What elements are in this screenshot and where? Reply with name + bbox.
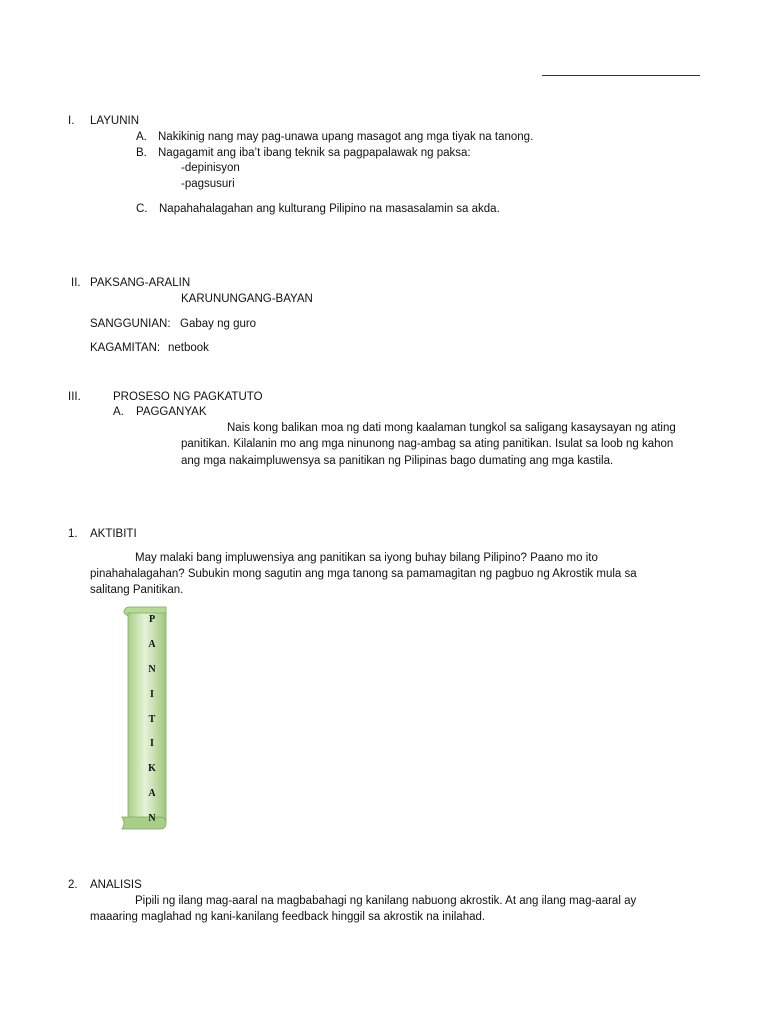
section-1-numeral: I. [68,115,75,127]
motivation-title: PAGGANYAK [136,406,207,418]
analysis-line-2: maaaring maglahad ng kani-kanilang feedback hinggil sa akrostik na inilahad. [90,911,486,923]
acrostic-letters [128,614,176,824]
section-3-title: PROSESO NG PAGKATUTO [113,391,263,403]
acrostic-letter: T [148,713,156,725]
objective-c-letter: C. [136,203,148,215]
acrostic-letter: K [148,763,156,775]
acrostic-letter: A [148,638,156,650]
section-2-title: PAKSANG-ARALIN [90,277,191,289]
objective-a-text: Nakikinig nang may pag-unawa upang masagot ang mga tiyak na tanong. [158,131,534,143]
activity-line-1: May malaki bang impluwensiya ang panitikan sa iyong buhay bilang Pilipino? Paano mo ito [135,552,598,564]
section-3-numeral: III. [68,391,81,403]
section-2-numeral: II. [71,277,81,289]
signature-line [542,75,700,76]
acrostic-letter: I [150,738,154,750]
lesson-topic: KARUNUNGANG-BAYAN [181,293,313,305]
objective-b-letter: B. [136,147,147,159]
section-1-title: LAYUNIN [90,115,139,127]
acrostic-letter: I [150,688,154,700]
analysis-title: ANALISIS [90,879,142,891]
activity-number: 1. [68,528,78,540]
activity-line-2: pinahahalagahan? Subukin mong sagutin ang mga tanong sa pamamagitan ng pagbuo ng Akrostik mula sa [90,568,637,580]
objective-b-text: Nagagamit ang iba’t ibang teknik sa pagpapalawak ng paksa: [158,147,471,159]
analysis-number: 2. [68,879,78,891]
acrostic-letter: A [148,788,156,800]
objective-b-subitem-definition: -depinisyon [181,162,240,174]
reference-value: Gabay ng guro [180,318,257,330]
motivation-line-1: Nais kong balikan moa ng dati mong kaalaman tungkol sa saligang kasaysayan ng ating [227,422,676,434]
acrostic-letter: N [148,663,156,675]
materials-value: netbook [168,342,209,354]
materials-label: KAGAMITAN: [90,342,161,354]
motivation-letter: A. [113,406,124,418]
reference-label: SANGGUNIAN: [90,318,171,330]
acrostic-letter: N [148,813,156,824]
objective-b-subitem-analysis: -pagsusuri [181,178,235,190]
acrostic-letter: P [148,614,156,625]
objective-a-letter: A. [136,131,147,143]
objective-c-text: Napahahalagahan ang kulturang Pilipino na masasalamin sa akda. [159,203,500,215]
analysis-line-1: Pipili ng ilang mag-aaral na magbabahagi ng kanilang nabuong akrostik. At ang ilang mag-aaral ay [135,895,637,907]
motivation-line-3: ang mga nakaimpluwensya sa panitikan ng Pilipinas bago dumating ang mga kastila. [181,455,614,467]
activity-line-3: salitang Panitikan. [90,584,184,596]
motivation-line-2: panitikan. Kilalanin mo ang mga ninunong nag-ambag sa ating panitikan. Isulat sa loob ng kahon [181,438,674,450]
activity-title: AKTIBITI [90,528,137,540]
